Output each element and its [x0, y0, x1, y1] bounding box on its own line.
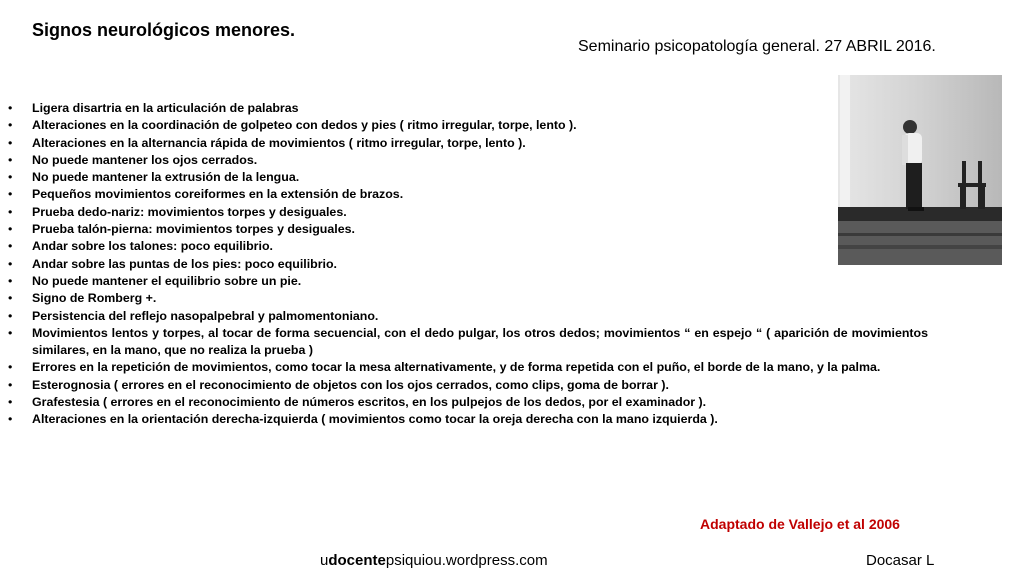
list-item: • Prueba dedo-nariz: movimientos torpes y desiguales. — [8, 204, 928, 221]
list-item: • Movimientos lentos y torpes, al tocar de forma secuencial, con el dedo pulgar, los otros dedos; movimientos “ en espejo “ ( aparición de movimientos similares, en la mano, que no realiza la prueba ) — [8, 325, 928, 360]
list-item: • Persistencia del reflejo nasopalpebral y palmomentoniano. — [8, 308, 928, 325]
list-item: • Alteraciones en la coordinación de golpeteo con dedos y pies ( ritmo irregular, torpe, lento ). — [8, 117, 928, 134]
footer-site-suffix: psiquiou.wordpress.com — [385, 552, 548, 569]
list-item: • Errores en la repetición de movimientos, como tocar la mesa alternativamente, y de forma repetida con el puño, el borde de la mano, y la palma. — [8, 359, 928, 376]
footer-site-prefix: u — [320, 552, 329, 569]
slide-subtitle: Seminario psicopatología general. 27 ABRIL 2016. — [578, 38, 936, 55]
list-item: • Pequeños movimientos coreiformes en la extensión de brazos. — [8, 186, 928, 203]
list-item: • Ligera disartria en la articulación de palabras — [8, 100, 928, 117]
list-item: • Alteraciones en la alternancia rápida de movimientos ( ritmo irregular, torpe, lento ). — [8, 135, 928, 152]
list-item: • Signo de Romberg +. — [8, 290, 928, 307]
slide-title: Signos neurológicos menores. — [32, 20, 296, 40]
list-item: • Alteraciones en la orientación derecha-izquierda ( movimientos como tocar la oreja derecha con la mano izquierda ). — [8, 411, 928, 428]
list-item: • No puede mantener los ojos cerrados. — [8, 152, 928, 169]
source-credit: Adaptado de Vallejo et al 2006 — [700, 516, 900, 532]
list-item: • No puede mantener el equilibrio sobre un pie. — [8, 273, 928, 290]
list-item: • Andar sobre las puntas de los pies: poco equilibrio. — [8, 256, 928, 273]
list-item: • Grafestesia ( errores en el reconocimiento de números escritos, en los pulpejos de los dedos, por el examinador ). — [8, 394, 928, 411]
footer-site-bold: docente — [328, 552, 386, 569]
footer-author: Docasar L — [866, 552, 935, 569]
list-item: • Prueba talón-pierna: movimientos torpes y desiguales. — [8, 221, 928, 238]
symptom-list — [8, 100, 928, 429]
list-item: • No puede mantener la extrusión de la lengua. — [8, 169, 928, 186]
footer-website — [320, 552, 548, 569]
list-item: • Andar sobre los talones: poco equilibrio. — [8, 238, 928, 255]
list-item: • Esterognosia ( errores en el reconocimiento de objetos con los ojos cerrados, como clips, goma de borrar ). — [8, 377, 928, 394]
